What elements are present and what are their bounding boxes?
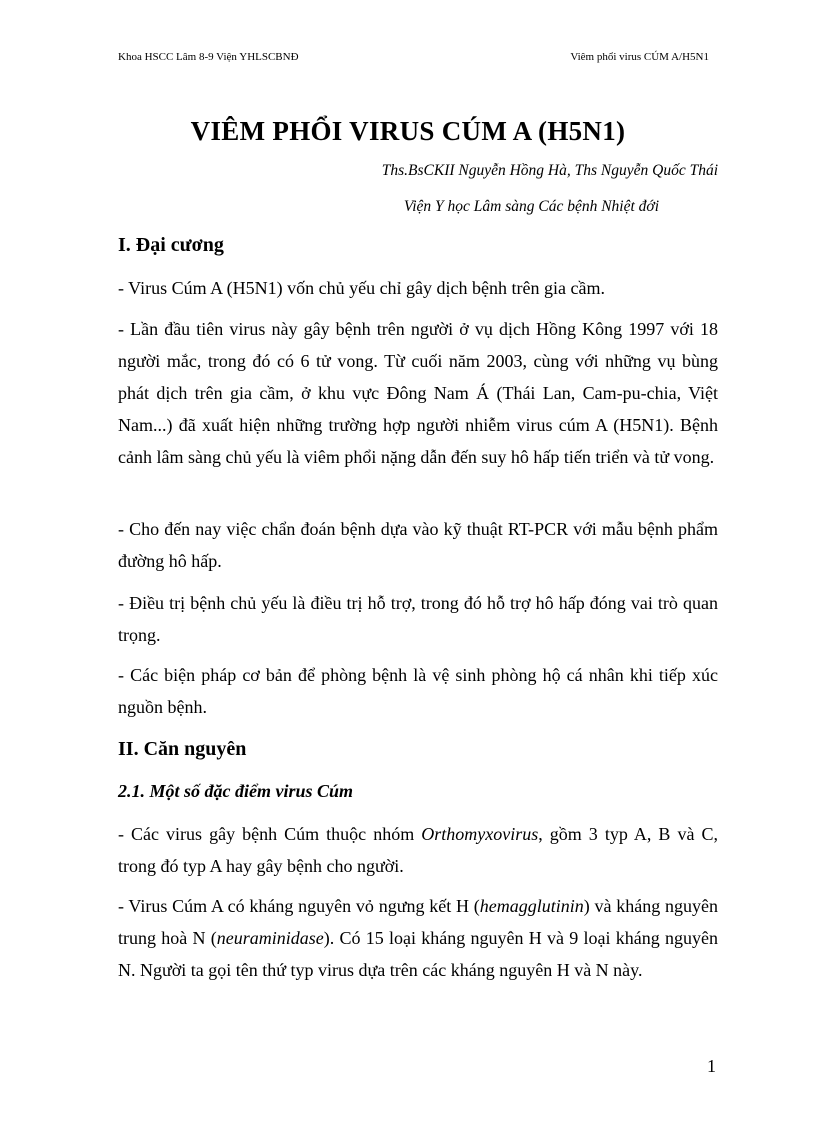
text-run: - Các virus gây bệnh Cúm thuộc nhóm <box>118 824 422 844</box>
section-1-paragraph-1: - Virus Cúm A (H5N1) vốn chủ yếu chỉ gây dịch bệnh trên gia cầm. <box>118 278 605 298</box>
author-names: Ths.BsCKII Nguyễn Hồng Hà, Ths Nguyễn Quốc Thái <box>381 162 718 179</box>
section-1-paragraph-3: - Cho đến nay việc chẩn đoán bệnh dựa vào kỹ thuật RT-PCR với mẫu bệnh phẩm đường hô hấp. <box>118 519 718 571</box>
section-1-paragraph-4: - Điều trị bệnh chủ yếu là điều trị hỗ trợ, trong đó hỗ trợ hô hấp đóng vai trò quan trọng. <box>118 593 718 645</box>
section-1-paragraph-2: - Lần đầu tiên virus này gây bệnh trên người ở vụ dịch Hồng Kông 1997 với 18 người mắc, trong đó có 6 tử vong. Từ cuối năm 2003, cùng với những vụ bùng phát dịch trên gia cầm, ở khu vực Đông Nam Á (Thái Lan, Cam-pu-chia, Việt Nam...) đã xuất hiện những trường hợp người nhiễm virus cúm A (H5N1). Bệnh cảnh lâm sàng chủ yếu là viêm phổi nặng dẫn đến suy hô hấp tiến triển và tử vong. <box>118 319 718 467</box>
section-1-heading: I. Đại cương <box>118 234 224 256</box>
document-title: VIÊM PHỔI VIRUS CÚM A (H5N1) <box>190 116 626 146</box>
text-run: - Virus Cúm A có kháng nguyên vỏ ngưng kết H ( <box>118 896 480 916</box>
author-institution: Viện Y học Lâm sàng Các bệnh Nhiệt đới <box>403 198 659 215</box>
text-run: , gồm 3 typ A, B và C, trong đó typ A hay gây bệnh cho người. <box>118 824 718 876</box>
section-2-paragraph-2 <box>118 890 718 986</box>
section-2-heading: II. Căn nguyên <box>118 738 247 760</box>
text-run: ). Có 15 loại kháng nguyên H và 9 loại kháng nguyên N. Người ta gọi tên thứ typ virus dựa trên các kháng nguyên H và N này. <box>118 928 718 980</box>
italic-term-hemagglutinin: hemagglutinin <box>479 896 584 916</box>
header-right: Viêm phổi virus CÚM A/H5N1 <box>570 51 709 63</box>
section-2-paragraph-1 <box>118 818 718 882</box>
italic-term-neuraminidase: neuraminidase <box>216 928 324 948</box>
italic-term-orthomyxovirus: Orthomyxovirus <box>421 824 539 844</box>
section-2-1-subheading: 2.1. Một số đặc điểm virus Cúm <box>118 781 354 801</box>
page-number: 1 <box>707 1056 716 1076</box>
section-1-paragraph-5: - Các biện pháp cơ bản để phòng bệnh là vệ sinh phòng hộ cá nhân khi tiếp xúc nguồn bệnh. <box>118 665 718 717</box>
text-run: ) và kháng nguyên trung hoà N ( <box>118 896 718 948</box>
header-left: Khoa HSCC Lâm 8-9 Viện YHLSCBNĐ <box>118 51 299 63</box>
